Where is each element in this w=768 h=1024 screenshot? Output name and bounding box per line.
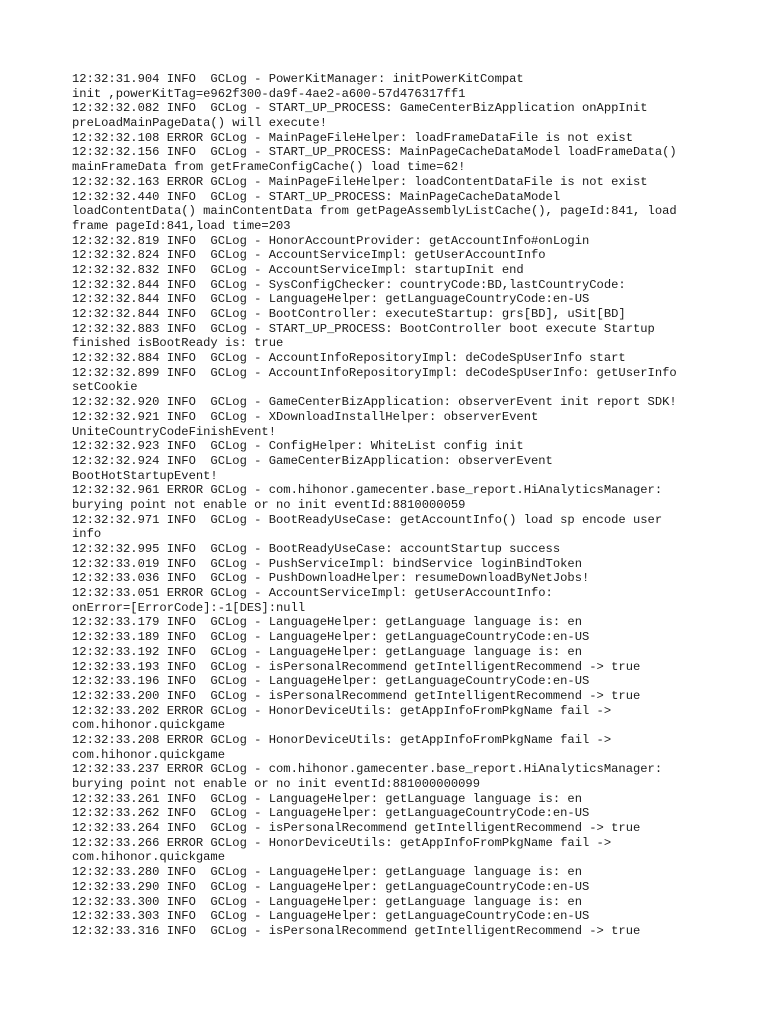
log-line: 12:32:31.904 INFO GCLog - PowerKitManager: initPowerKitCompat: [72, 72, 524, 86]
log-line: 12:32:33.019 INFO GCLog - PushServiceImpl: bindService loginBindToken: [72, 556, 582, 571]
log-line: 12:32:32.884 INFO GCLog - AccountInfoRepositoryImpl: deCodeSpUserInfo start: [72, 351, 626, 366]
log-line: 12:32:33.192 INFO GCLog - LanguageHelper: getLanguage language is: en: [72, 644, 582, 659]
log-line: preLoadMainPageData() will execute!: [72, 116, 327, 131]
log-line: 12:32:33.300 INFO GCLog - LanguageHelper: getLanguage language is: en: [72, 894, 582, 909]
log-line: 12:32:33.196 INFO GCLog - LanguageHelper: getLanguageCountryCode:en-US: [72, 674, 590, 689]
log-line: finished isBootReady is: true: [72, 336, 284, 351]
log-line: 12:32:32.163 ERROR GCLog - MainPageFileHelper: loadContentDataFile is not exist: [72, 174, 648, 189]
log-line: com.hihonor.quickgame: [72, 718, 225, 733]
log-line: onError=[ErrorCode]:-1[DES]:null: [72, 600, 306, 615]
log-line: 12:32:33.179 INFO GCLog - LanguageHelper: getLanguage language is: en: [72, 615, 582, 630]
log-line: loadContentData() mainContentData from getPageAssemblyListCache(), pageId:841, load: [72, 204, 677, 219]
log-line: 12:32:32.883 INFO GCLog - START_UP_PROCESS: BootController boot execute Startup: [72, 321, 655, 336]
log-line: 12:32:33.264 INFO GCLog - isPersonalRecommend getIntelligentRecommend -> true: [72, 821, 641, 836]
log-line: 12:32:32.440 INFO GCLog - START_UP_PROCESS: MainPageCacheDataModel: [72, 189, 561, 204]
log-line: 12:32:33.261 INFO GCLog - LanguageHelper: getLanguage language is: en: [72, 791, 582, 806]
log-line: 12:32:32.920 INFO GCLog - GameCenterBizApplication: observerEvent init report SDK!: [72, 395, 677, 410]
log-line: 12:32:33.036 INFO GCLog - PushDownloadHelper: resumeDownloadByNetJobs!: [72, 571, 590, 586]
log-line: 12:32:32.923 INFO GCLog - ConfigHelper: WhiteList config init: [72, 439, 524, 454]
log-line: 12:32:32.961 ERROR GCLog - com.hihonor.gamecenter.base_report.HiAnalyticsManager:: [72, 483, 663, 498]
log-line: BootHotStartupEvent!: [72, 468, 218, 483]
log-line: com.hihonor.quickgame: [72, 850, 225, 865]
log-line: frame pageId:841,load time=203: [72, 218, 291, 233]
log-line: 12:32:33.262 INFO GCLog - LanguageHelper: getLanguageCountryCode:en-US: [72, 806, 590, 821]
log-line: UniteCountryCodeFinishEvent!: [72, 424, 276, 439]
log-line: 12:32:32.844 INFO GCLog - LanguageHelper: getLanguageCountryCode:en-US: [72, 292, 590, 307]
log-line: 12:32:33.280 INFO GCLog - LanguageHelper: getLanguage language is: en: [72, 865, 582, 880]
log-line: 12:32:33.316 INFO GCLog - isPersonalRecommend getIntelligentRecommend -> true: [72, 923, 641, 938]
log-line: 12:32:33.200 INFO GCLog - isPersonalRecommend getIntelligentRecommend -> true: [72, 688, 641, 703]
log-line: 12:32:33.189 INFO GCLog - LanguageHelper: getLanguageCountryCode:en-US: [72, 630, 590, 645]
log-line: 12:32:32.082 INFO GCLog - START_UP_PROCESS: GameCenterBizApplication onAppInit: [72, 101, 648, 116]
log-line: 12:32:32.108 ERROR GCLog - MainPageFileHelper: loadFrameDataFile is not exist: [72, 130, 633, 145]
log-line: 12:32:33.051 ERROR GCLog - AccountServiceImpl: getUserAccountInfo:: [72, 586, 553, 601]
log-line: 12:32:32.899 INFO GCLog - AccountInfoRepositoryImpl: deCodeSpUserInfo: getUserInfo: [72, 365, 677, 380]
log-line: 12:32:33.266 ERROR GCLog - HonorDeviceUtils: getAppInfoFromPkgName fail ->: [72, 835, 612, 850]
log-line: 12:32:32.924 INFO GCLog - GameCenterBizApplication: observerEvent: [72, 453, 553, 468]
log-line: com.hihonor.quickgame: [72, 747, 225, 762]
log-line: 12:32:32.156 INFO GCLog - START_UP_PROCESS: MainPageCacheDataModel loadFrameData(): [72, 145, 677, 160]
log-line: burying point not enable or no init eventId:881000000099: [72, 777, 480, 791]
log-line: 12:32:33.208 ERROR GCLog - HonorDeviceUtils: getAppInfoFromPkgName fail ->: [72, 732, 612, 747]
log-line: mainFrameData from getFrameConfigCache() load time=62!: [72, 160, 466, 175]
log-line: 12:32:32.995 INFO GCLog - BootReadyUseCase: accountStartup success: [72, 542, 561, 556]
log-line: 12:32:32.921 INFO GCLog - XDownloadInstallHelper: observerEvent: [72, 409, 539, 424]
log-line: 12:32:33.290 INFO GCLog - LanguageHelper: getLanguageCountryCode:en-US: [72, 879, 590, 894]
log-line: 12:32:33.202 ERROR GCLog - HonorDeviceUtils: getAppInfoFromPkgName fail ->: [72, 703, 612, 718]
log-line: 12:32:33.237 ERROR GCLog - com.hihonor.gamecenter.base_report.HiAnalyticsManager:: [72, 762, 663, 777]
log-line: 12:32:32.844 INFO GCLog - BootController: executeStartup: grs[BD], uSit[BD]: [72, 307, 626, 321]
log-line: 12:32:33.303 INFO GCLog - LanguageHelper: getLanguageCountryCode:en-US: [72, 909, 590, 924]
log-text-block: [72, 72, 702, 939]
log-line: 12:32:32.844 INFO GCLog - SysConfigChecker: countryCode:BD,lastCountryCode:: [72, 277, 626, 292]
log-line: info: [72, 527, 102, 542]
log-line: 12:32:32.832 INFO GCLog - AccountServiceImpl: startupInit end: [72, 262, 524, 277]
log-line: burying point not enable or no init eventId:8810000059: [72, 497, 466, 512]
log-line: 12:32:32.824 INFO GCLog - AccountServiceImpl: getUserAccountInfo: [72, 248, 546, 263]
log-line: setCookie: [72, 380, 138, 395]
log-line: 12:32:32.971 INFO GCLog - BootReadyUseCase: getAccountInfo() load sp encode user: [72, 512, 663, 527]
log-line: init ,powerKitTag=e962f300-da9f-4ae2-a600-57d476317ff1: [72, 86, 466, 101]
log-line: 12:32:32.819 INFO GCLog - HonorAccountProvider: getAccountInfo#onLogin: [72, 233, 590, 248]
log-line: 12:32:33.193 INFO GCLog - isPersonalRecommend getIntelligentRecommend -> true: [72, 659, 641, 674]
